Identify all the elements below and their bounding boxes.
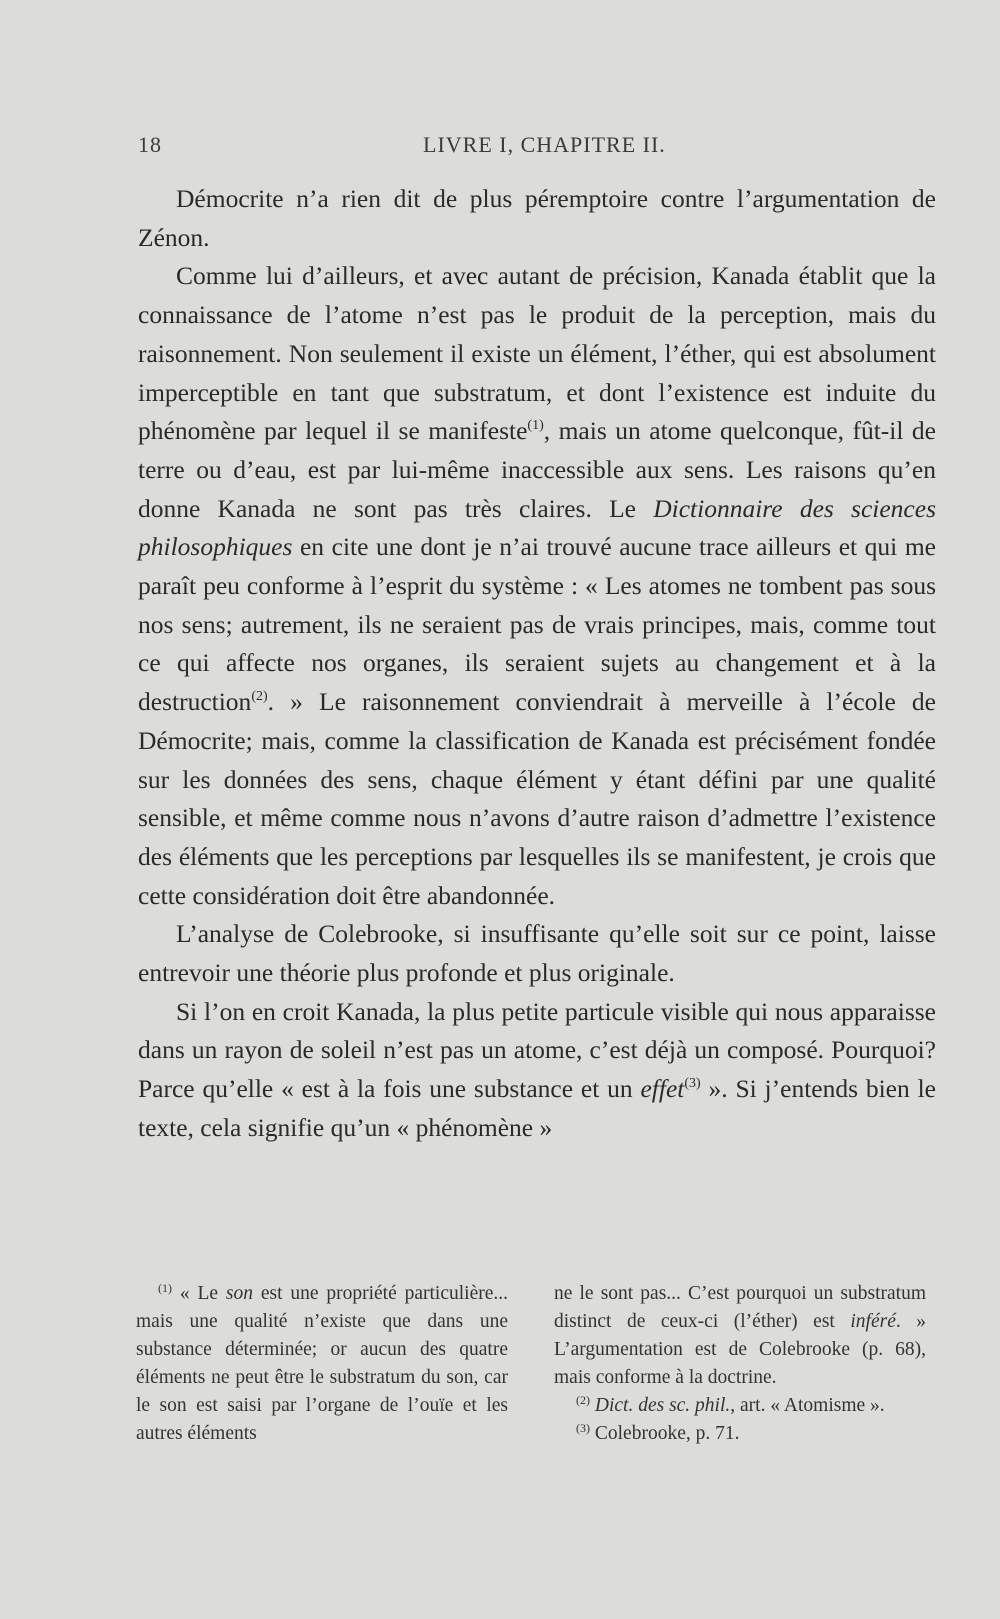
text-run: , art. « Atomisme ». (730, 1395, 885, 1416)
text-run: ». Si j’entends bien le texte, cela signifie qu’un « phénomène » (138, 1074, 936, 1142)
italic-title: Dict. des sc. phil. (594, 1395, 731, 1416)
running-title: LIVRE I, CHAPITRE II. (423, 132, 666, 157)
footnote-ref-1: (1) (527, 418, 544, 434)
footnote-ref-2: (2) (251, 689, 268, 705)
footnote-ref-3: (3) (684, 1076, 701, 1092)
page-number: 18 (138, 132, 162, 157)
footnote-1-continued (554, 1280, 926, 1392)
paragraph-2 (138, 257, 936, 915)
footnote-column-right (554, 1280, 926, 1448)
footnote-marker-1: (1) (158, 1281, 172, 1295)
footnote-marker-3: (3) (576, 1421, 590, 1435)
text-run: Si l’on en croit Kanada, la plus petite particule visible qui nous apparaisse dans un rayon de soleil n’est pas un atome, c’est déjà un composé. Pourquoi? Parce qu’elle « est à la fois une substance et un (138, 996, 936, 1104)
paragraph-3: L’analyse de Colebrooke, si insuffisante qu’elle soit sur ce point, laisse entrevoir une théorie plus profonde et plus originale. (138, 919, 936, 988)
text-run: est une propriété particulière... mais une qualité n’existe que dans une substance déterminée; or aucun des quatre éléments ne peut être le substratum du son, car le son est saisi par l’organe de l’ouïe et les autres éléments (136, 1283, 508, 1444)
text-run: , mais un atome quelconque, fût-il de terre ou d’eau, est par lui-même inaccessible aux sens. Les raisons qu’en donne Kanada ne sont pas très claires. Le (138, 416, 936, 523)
text-run: en cite une dont je n’ai trouvé aucune trace ailleurs et qui me paraît peu conforme à l’esprit du système : « Les atomes ne tombent pas sous nos sens; autrement, ils ne seraient pas de vrais principes, mais, comme tout ce qui affecte nos organes, ils seraient sujets au changement et à la destruction (138, 532, 936, 717)
footnote-marker-2: (2) (576, 1393, 590, 1407)
paragraph-1: Démocrite n’a rien dit de plus péremptoire contre l’argumentation de Zénon. (138, 184, 936, 252)
text-run: Colebrooke, p. 71. (594, 1423, 740, 1444)
italic-title: Dictionnaire des sciences philosophiques (138, 493, 936, 562)
footnote-2 (554, 1392, 926, 1420)
text-run: Comme lui d’ailleurs, et avec autant de précision, Kanada établit que la connaissance de l’atome n’est pas le produit de la perception, mais du raisonnement. Non seulement il existe un élément, l’éther, qui est absolument imperceptible en tant que substratum, et dont l’existence est induite du phénomène par lequel il se manifeste (138, 261, 936, 446)
running-header (138, 132, 938, 166)
text-run: . » Le raisonnement conviendrait à merveille à l’école de Démocrite; mais, comme la classification de Kanada est précisément fondée sur les données des sens, chaque élément y étant défini par une qualité sensible, et même comme nous n’avons d’autre raison d’admettre l’existence des éléments que les perceptions par lesquelles ils se manifestent, je crois que cette considération doit être abandonnée. (138, 687, 936, 910)
footnote-column-left (136, 1280, 508, 1448)
text-run: « Le (179, 1283, 226, 1304)
italic-word: son (225, 1283, 253, 1304)
text-run: ne le sont pas... C’est pourquoi un substratum distinct de ceux-ci (l’éther) est (554, 1283, 926, 1332)
text-run: . » L’argumentation est de Colebrooke (p. 68), mais conforme à la doctrine. (554, 1311, 926, 1388)
main-text (138, 180, 936, 1148)
italic-word: inféré (850, 1311, 896, 1332)
italic-word: effet (640, 1074, 685, 1104)
paragraph-4 (138, 993, 936, 1148)
footnote-3 (554, 1420, 926, 1448)
footnote-1 (136, 1280, 508, 1448)
footnotes (136, 1280, 936, 1480)
